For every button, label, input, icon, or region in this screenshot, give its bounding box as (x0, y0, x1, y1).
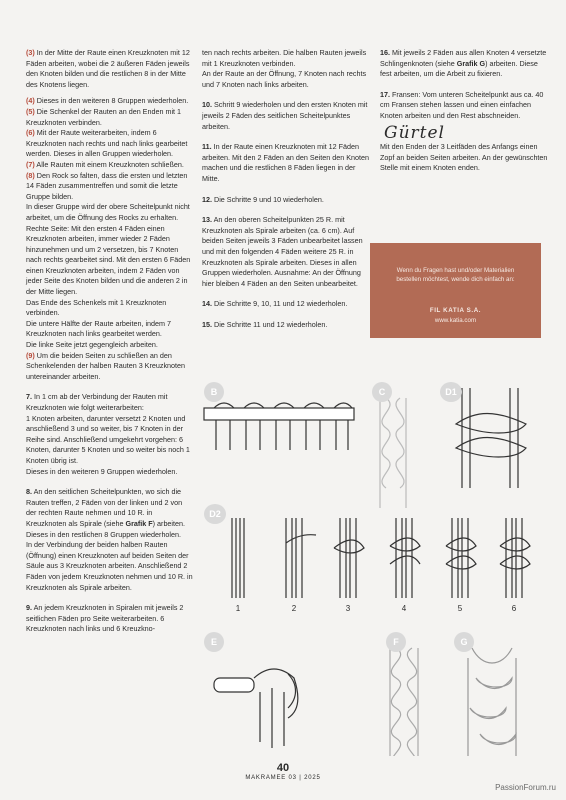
step-15: 15. Die Schritte 11 und 12 wiederholen. (202, 319, 328, 329)
figure-label: C (372, 382, 392, 402)
figure-label: D2 (204, 504, 226, 524)
instruction-paragraph: In dieser Gruppe wird der obere Scheitelpunkt nicht arbeitet, um die Öffnung des Rocks zu erhalten. (26, 202, 190, 222)
step-10: 10. Schritt 9 wiederholen und den ersten Knoten mit jeweils 2 Fäden des seitlichen Scheitelpunktes arbeiten. (202, 100, 368, 131)
step-number: 6 (511, 604, 517, 613)
step-12: 12. Die Schritte 9 und 10 wiederholen. (202, 194, 324, 204)
knot-diagram-graphics (200, 378, 550, 756)
instruction-paragraph: ten nach rechts arbeiten. Die halben Rauten jeweils mit 1 Kreuzknoten verbinden. (202, 48, 367, 68)
instruction-paragraph: (6) Mit der Raute weiterarbeiten, indem 6 Kreuzknoten nach rechts und nach links gearbeitet werden. Dieses in allen Gruppen wiederholen. (26, 128, 188, 159)
step-number: 4 (401, 604, 407, 613)
instruction-paragraph: (9) Um die beiden Seiten zu schließen an den Schenkelenden der halben Rauten 3 Kreuzknoten untereinander arbeiten. (26, 350, 186, 381)
instruction-paragraph: In der Verbindung der beiden halben Rauten (Öffnung) einen Kreuzknoten auf beiden Seiten der Säule aus 3 Kreuzknoten arbeiten. Anschließend 2 Fäden von jedem Kreuzknoten nehmen und 10 R. in Kreuzknoten als Spirale arbeiten. (26, 540, 193, 592)
instruction-paragraph: 1 Knoten arbeiten, darunter versetzt 2 Knoten und anschließend 3 und so weiter, bis 7 Knoten in der Reihe sind. Anschließend umgekehrt vorgehen: 6 Knoten, darunter 5 Knoten und so weiter bis noch 1 Knoten übrig ist. (26, 413, 190, 465)
diagram-c (380, 398, 406, 508)
knot-diagrams (200, 378, 550, 756)
instruction-paragraph: Die untere Hälfte der Raute arbeiten, indem 7 Kreuzknoten nach links gearbeitet werden. (26, 318, 172, 339)
figure-label: G (454, 632, 474, 652)
step-7: 7. In 1 cm ab der Verbindung der Rauten mit Kreuzknoten wie folgt weiterarbeiten: (26, 392, 168, 412)
figure-label: F (386, 632, 406, 652)
magazine-issue: MAKRAMEE 03 | 2025 (245, 775, 321, 781)
company-url[interactable]: www.katia.com (434, 317, 477, 324)
text-column-3 (380, 48, 548, 180)
step-16: 16. Mit jeweils 2 Fäden aus allen Knoten 4 versetzte Schlingenknoten (siehe Grafik G) arbeiten. Diese fest arbeiten, um die Arbeit zu fixieren. (380, 48, 547, 79)
step-number: 3 (345, 604, 351, 613)
instruction-paragraph: (4) Dieses in den weiteren 8 Gruppen wiederholen. (26, 96, 189, 106)
instruction-paragraph: Rechte Seite: Mit den ersten 4 Fäden einen Kreuzknoten arbeiten, immer wieder 2 Fäden hinzunehmen und um 2 versetzen, bis 7 Knoten nach rechts gearbeitet sind. Mit den ersten 6 Fäden einen Kreuzknoten arbeiten, indem 2 Fäden von jeder Seite des Knoten bilden und die anderen 2 in der Mitte liegen. (26, 223, 191, 297)
company-name: FIL KATIA S.A. (429, 307, 482, 314)
section-title-belt: Gürtel (384, 122, 445, 143)
step-number: 1 (235, 604, 241, 613)
step-number: 5 (457, 604, 463, 613)
page-footer (0, 762, 566, 781)
step-14: 14. Die Schritte 9, 10, 11 und 12 wiederholen. (202, 299, 348, 309)
instruction-paragraph: An der Raute an der Öffnung, 7 Knoten nach rechts und 7 Knoten nach links arbeiten. (202, 69, 367, 89)
diagram-d2 (232, 518, 530, 598)
instruction-paragraph: (7) Alle Rauten mit einem Kreuzknoten schließen. (26, 159, 184, 169)
diagram-f (390, 648, 418, 756)
instruction-paragraph: (8) Den Rock so falten, dass die ersten und letzten 14 Fäden zusammentreffen und somit die letzte Gruppe bilden. (26, 170, 188, 201)
instruction-paragraph: (3) In der Mitte der Raute einen Kreuzknoten mit 12 Fäden arbeiten, wobei die 2 äußeren Fäden jeweils den Knoten bilden und die restlichen 8 in der Mitte des Knotens liegen. (26, 48, 190, 89)
page-number: 40 (276, 762, 290, 774)
instruction-paragraph: (5) Die Schenkel der Rauten an den Enden mit 1 Kreuzknoten verbinden. (26, 106, 182, 127)
figure-label: D1 (440, 382, 462, 402)
step-11: 11. In der Raute einen Kreuzknoten mit 12 Fäden arbeiten. Mit den 2 Fäden an den Seiten den Knoten machen und die restlichen 8 Fäden liegen in der Mitte. (202, 142, 370, 183)
diagram-b (204, 403, 354, 450)
step-8: 8. An den seitlichen Scheitelpunkten, wo sich die Rauten treffen, 2 Fäden von der linken und 2 von der rechten Raute nehmen und 10 R. in Kreuzknoten als Spirale (siehe Grafik F) arbeiten. Dieses in den restlichen 8 Gruppen wiederholen. (26, 487, 186, 539)
diagram-g (468, 648, 516, 756)
figure-label: E (204, 632, 224, 652)
step-17: 17. Fransen: Vom unteren Scheitelpunkt aus ca. 40 cm Fransen stehen lassen und einen einfachen Knoten arbeiten und den Rest abschneiden. (380, 89, 544, 120)
figure-label: B (204, 382, 224, 402)
instruction-paragraph: Die linke Seite jetzt gegengleich arbeiten. (26, 340, 158, 350)
instruction-paragraph: Das Ende des Schenkels mit 1 Kreuzknoten verbinden. (26, 297, 167, 318)
text-column-2 (202, 48, 370, 336)
step-9: 9. An jedem Kreuzknoten in Spiralen mit jeweils 2 seitlichen Fäden pro Seite weiterarbeiten. 6 Kreuzknoten nach links und 6 Kreuzkno- (26, 603, 184, 634)
contact-question: Wenn du Fragen hast und/oder Materialien bestellen möchtest, wende dich einfach an: (396, 267, 515, 283)
step-number: 2 (291, 604, 297, 613)
instruction-paragraph: Mit den Enden der 3 Leitfäden des Anfangs einen Zopf an beiden Seiten arbeiten. An der gewünschten Stelle mit einem Knoten enden. (380, 142, 548, 173)
step-13: 13. An den oberen Scheitelpunkten 25 R. mit Kreuzknoten als Spirale arbeiten (ca. 6 cm). Auf beiden Seiten jeweils 3 Fäden unbearbeitet lassen und mit den folgenden 4 Fäden weitere 25 R. in Kreuzknoten als Spirale arbeiten. Dieses in allen Gruppen wiederholen. Ausnahme: An der Öffnung hier bleiben 4 Fäden an den Seiten unbearbeitet. (202, 215, 363, 288)
diagram-e (214, 669, 298, 748)
text-column-1 (26, 48, 194, 641)
watermark: PassionForum.ru (495, 783, 556, 792)
instruction-paragraph: Dieses in den weiteren 9 Gruppen wiederholen. (26, 466, 178, 476)
contact-info-box (370, 243, 541, 338)
diagram-d1 (456, 388, 526, 488)
